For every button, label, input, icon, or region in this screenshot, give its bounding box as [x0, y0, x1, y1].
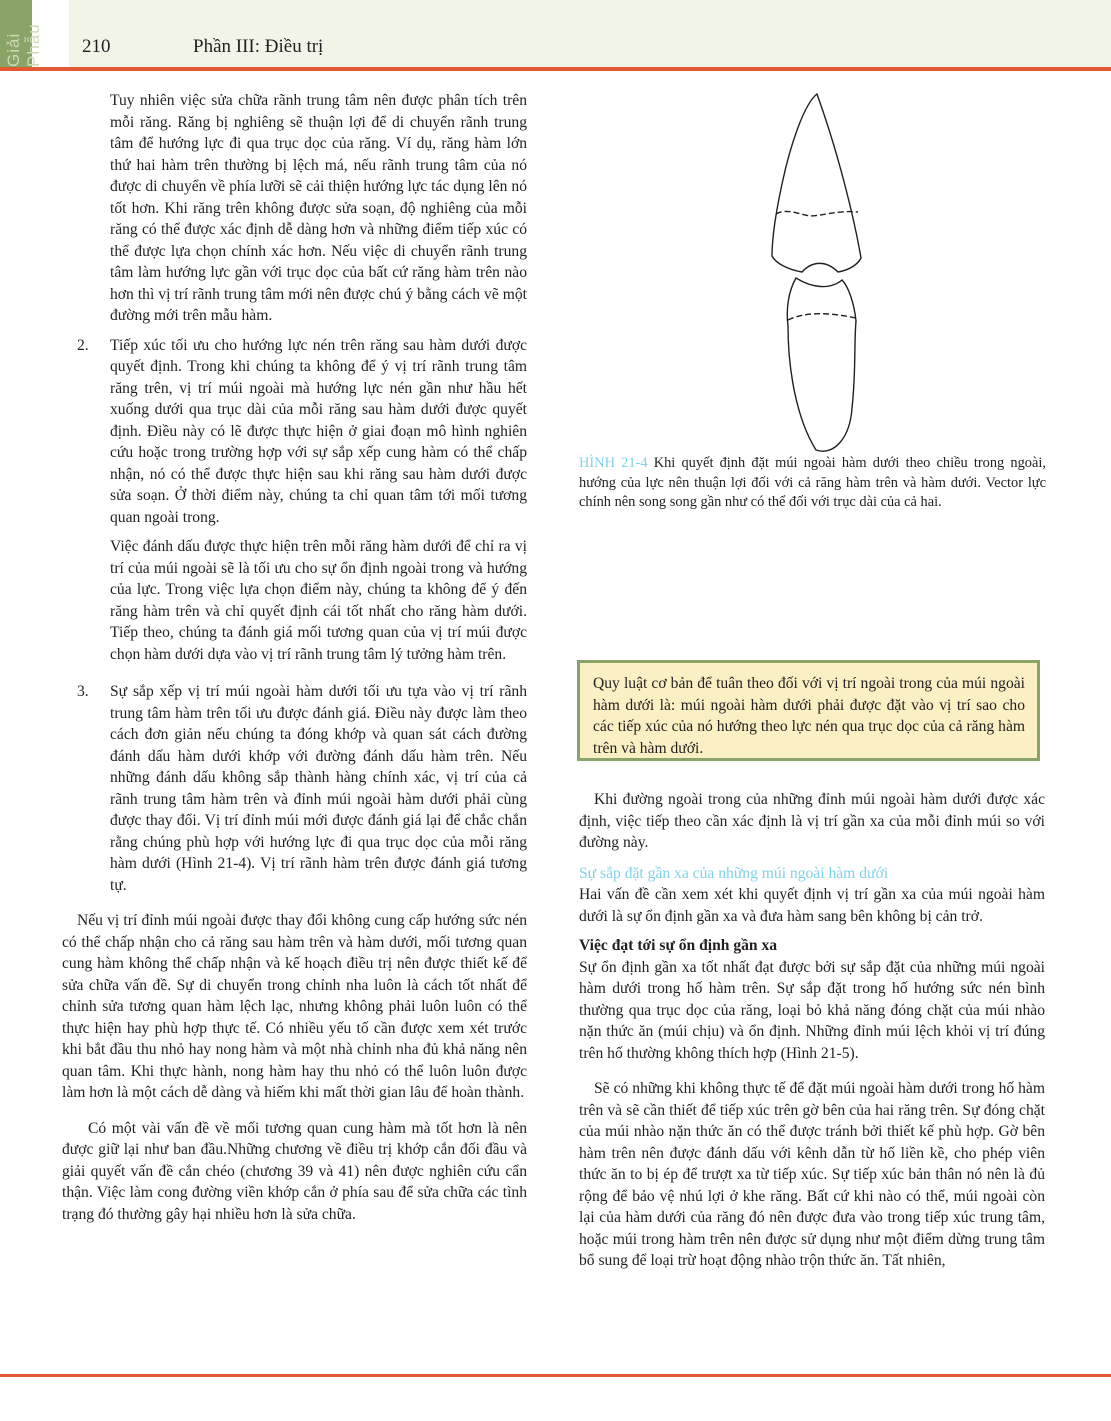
- paragraph-marginal-ridge: Sẽ có những khi không thực tế để đặt múi ngoài hàm dưới trong hố hàm trên và sẽ cần thiết để tiếp xúc trên gờ bên của hai răng trên. Sự đóng chặt của múi nhào nặn thức ăn có thể được tránh bởi thiết kế phù hợp. Gờ bên hàm trên nên được đánh dấu với kênh dẫn từ hố liền kề, cho phép viên thức ăn to bị ép để trượt xa từ tiếp xúc. Sự tiếp xúc bản thân nó nên là đủ rộng để bảo vệ nhú lợi ở khe răng. Bất cứ khi nào có thể, múi ngoài còn lại của hàm dưới của răng đó nên được đưa vào trong tiếp xúc trung tâm, hoặc múi trong hàm trên nên được sử dụng như một điểm dừng trung tâm bổ sung để loại trừ hoạt động nhào trộn thức ăn. Tất nhiên,: [579, 1080, 1045, 1269]
- paragraph-arch-problems: Có một vài vấn đề về mối tương quan cung hàm mà tốt hơn là nên được giữ lại như ban đầu.Những chương về điều trị khớp cắn đối đầu và giải quyết vấn đề cắn chéo (chương 39 và 41) nên được nghiên cứu cẩn thận. Việc làm cong đường viền khớp cắn ở phía sau để sửa chữa các tình trạng đó thường gây hại nhiều hơn là sửa chữa.: [62, 1119, 527, 1223]
- intro-paragraph: Tuy nhiên việc sửa chữa rãnh trung tâm nên được phân tích trên mỗi răng. Răng bị nghiêng sẽ thuận lợi để di chuyển rãnh trung tâm để hướng lực đi qua trục dọc của răng. Ví dụ, răng hàm lớn thứ hai hàm trên thường bị lệch má, nếu rãnh trung tâm của nó được di chuyển về phía lưỡi sẽ cải thiện hướng lực tác dụng lên nó tốt hơn. Khi răng trên không được sửa soạn, độ nghiêng của mỗi răng có thể được xác định dễ dàng hơn và những điểm tiếp xúc có thể được lựa chọn chính xác hơn. Nếu việc di chuyển rãnh trung tâm làm hướng lực gần với trục dọc của bất cứ răng hàm trên nào hơn thì vị trí rãnh trung tâm mới nên được chú ý bằng cách vẽ một đường mới trên mẫu hàm.: [110, 92, 527, 324]
- side-section-tab: [0, 0, 43, 67]
- footer-rule: [0, 1374, 1111, 1377]
- bold-subheading: Việc đạt tới sự ổn định gần xa: [579, 937, 778, 954]
- paragraph-mesiodistal-stability: Sự ổn định gần xa tốt nhất đạt được bởi sự sắp đặt của những múi ngoài hàm dưới trong hố hàm trên. Sự sắp đặt trong hố hướng sức nén bình thường qua trục dọc của răng, loại bỏ khả năng đóng chặt của múi nhào nặn thức ăn (múi chịu) và ổn định. Những đỉnh múi lệch khỏi vị trí đúng trên hố thường không thích hợp (Hình 21-5).: [579, 958, 1045, 1062]
- list-number-3: 3.: [77, 683, 89, 700]
- running-head: Phần III: Điều trị: [193, 36, 324, 57]
- list-number-2: 2.: [77, 336, 89, 354]
- rule-callout-box: [577, 660, 1040, 761]
- list-item-2-text: Tiếp xúc tối ưu cho hướng lực nén trên răng sau hàm dưới được quyết định. Trong khi chúng ta không để ý vị trí rãnh trung tâm răng trên, vị trí múi ngoài mà hướng lực nén gần như hầu hết xuống dưới qua trục dài của mỗi răng sau hàm dưới được quyết định. Điều này có lẽ được thực hiện ở giai đoạn mô hình nghiên cứu hoặc trong trường hợp với sự sắp xếp cung hàm có thể chấp nhận, nó có thể được thực hiện sau khi răng sau hàm dưới được sửa soạn. Ở thời điểm này, chúng ta chỉ quan tâm tới mối tương quan ngoài trong.: [110, 336, 527, 526]
- list-item-2-followup: Việc đánh dấu được thực hiện trên mỗi răng hàm dưới để chỉ ra vị trí của múi ngoài sẽ là tối ưu cho sự ổn định ngoài trong và hướng của lực. Trong việc lựa chọn điểm này, chúng ta không để ý đến răng hàm trên và chỉ quyết định cái tốt nhất cho răng hàm dưới. Tiếp theo, chúng ta đánh giá mối tương quan của vị trí múi được chọn hàm dưới dựa vào vị trí rãnh trung tâm lý tưởng hàm trên.: [110, 538, 527, 663]
- paragraph-if-cusp-changed: Nếu vị trí đỉnh múi ngoài được thay đổi không cung cấp hướng sức nén có thể chấp nhận cho cả răng sau hàm trên và hàm dưới, mối tương quan cung hàm không thể chấp nhận và kế hoạch điều trị nên được thiết kế để sửa chữa vấn đề. Sự di chuyển trong chỉnh nha luôn là cách tốt nhất để chỉnh sửa tương quan hàm lệch lạc, nhưng không phải luôn luôn có thể thực hiện hay phù hợp thực tế. Có nhiều yếu tố cần được xem xét trước khi bắt đầu thu nhỏ hay nong hàm và một nhà chỉnh nha đủ khả năng nên quan tâm. Khi thực hành, nong hàm hay thu nhỏ có thể luôn luôn được làm hơn là một cách dễ dàng và hiếm khi mất thời gian lâu để hoàn thành.: [62, 912, 527, 1101]
- list-item-2: [62, 335, 527, 666]
- lower-tooth-cej-line: [788, 314, 856, 320]
- tooth-figure: [760, 88, 870, 460]
- lower-tooth-outline: [787, 278, 856, 451]
- header-rule: [0, 67, 1111, 71]
- figure-caption-text: Khi quyết định đặt múi ngoài hàm dưới theo chiều trong ngoài, hướng của lực nên thuận lợi đối với cả răng hàm trên và hàm dưới. Vector lực chính nên song song gần như có thể đối với trục dài của cả hai.: [579, 455, 1046, 510]
- upper-tooth-outline: [772, 94, 861, 272]
- list-item-3-text: Sự sắp xếp vị trí múi ngoài hàm dưới tối ưu tựa vào vị trí rãnh trung tâm hàm trên tối ưu được đánh giá. Điều này được làm theo cách đơn giản nếu chúng ta đóng khớp và quan sát cách đường đánh dấu hàm dưới khớp với đường đánh dấu hàm trên. Nếu những đánh dấu không sắp thành hàng chính xác, vị trí của cả rãnh trung tâm hàm trên và đỉnh múi ngoài hàm dưới phải cùng được thay đổi. Vị trí đỉnh múi mới được đánh giá lại để chắc chắn rằng chúng phù hợp với hướng lực đi qua trục dọc của mỗi răng hàm dưới (Hình 21-4). Vị trí rãnh hàm trên được đánh giá tương tự.: [110, 683, 527, 894]
- rule-callout-text: Quy luật cơ bản để tuân theo đối với vị trí ngoài trong của múi ngoài hàm dưới là: múi ngoài hàm dưới phải được đặt vào vị trí sao cho các tiếp xúc của nó hướng theo lực nén qua trục dọc của cả răng hàm trên và hàm dưới.: [593, 675, 1025, 757]
- right-column: [579, 789, 1045, 1272]
- left-column: [62, 90, 527, 1225]
- paragraph-when-line-defined: Khi đường ngoài trong của những đỉnh múi ngoài hàm dưới được xác định, việc tiếp theo cần xác định là vị trí gần xa của mỗi đỉnh múi so với đường này.: [579, 791, 1045, 851]
- figure-caption: [579, 454, 1046, 513]
- upper-tooth-cej-line: [776, 211, 858, 216]
- paragraph-two-issues: Hai vấn đề cần xem xét khi quyết định vị trí gần xa của múi ngoài hàm dưới là sự ổn định gần xa và đưa hàm sang bên không bị cản trở.: [579, 886, 1045, 925]
- figure-label: HÌNH 21-4: [579, 455, 648, 471]
- section-subheading: Sự sắp đặt gần xa của những múi ngoài hàm dưới: [579, 864, 889, 882]
- side-tab-label: Giải Phẫu: [4, 23, 43, 67]
- list-item-3: [62, 681, 527, 896]
- page-number: 210: [82, 36, 111, 57]
